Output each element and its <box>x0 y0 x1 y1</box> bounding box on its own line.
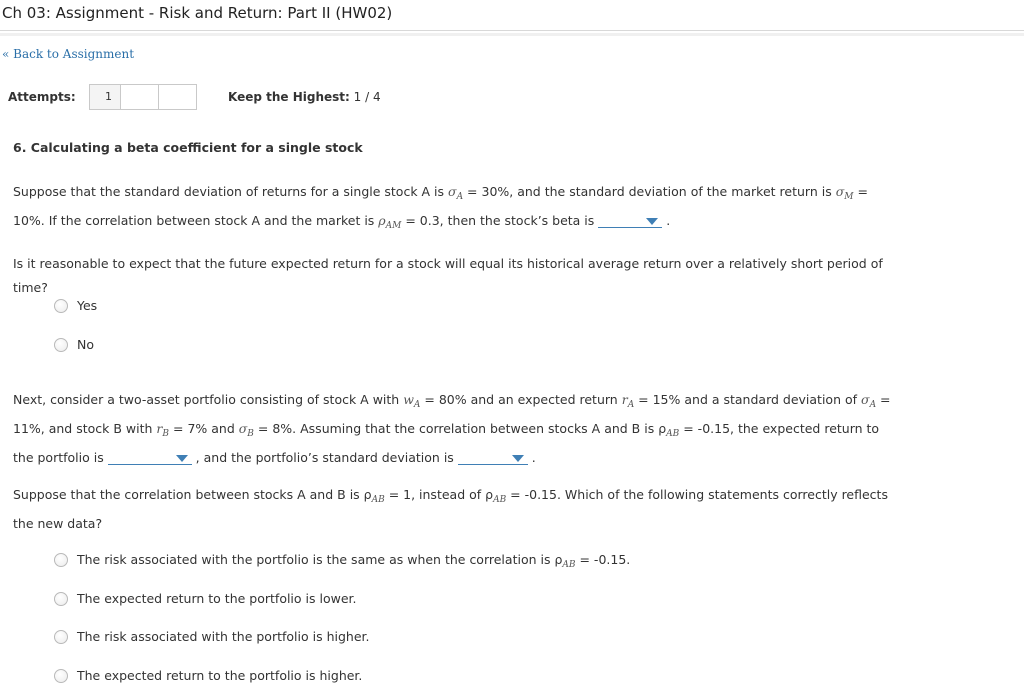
subscript: A <box>869 400 877 410</box>
triangle-down-icon <box>646 218 658 225</box>
question-paragraph-beta <box>13 180 918 238</box>
text: Next, consider a two-asset portfolio consisting of stock A with <box>13 392 404 407</box>
rho-symbol: ρ <box>658 421 667 436</box>
keep-highest-label: Keep the Highest: <box>228 90 350 104</box>
subscript: A <box>627 400 635 410</box>
text: Suppose that the standard deviation of returns for a single stock A is <box>13 184 449 199</box>
radio-label: The risk associated with the portfolio is the same as when the correlation is $\rho_{AB} = -0.15$. <box>77 552 631 570</box>
subscript: AB <box>493 495 507 505</box>
text: 10%. If the correlation between stock A and the market is <box>13 213 379 228</box>
subscript: AB <box>666 429 680 439</box>
text: Suppose that the correlation between stocks A and B is <box>13 487 364 502</box>
rho-symbol: ρ <box>363 487 372 502</box>
question-paragraph-historical: Is it reasonable to expect that the future expected return for a stock will equal its historical average return over a relatively short period of time? <box>13 256 883 295</box>
text: = 8%. Assuming that the correlation between stocks A and B is <box>253 421 659 436</box>
attempt-box-3 <box>158 84 197 110</box>
question-title: 6. Calculating a beta coefficient for a single stock <box>13 140 363 155</box>
attempts-label: Attempts: <box>8 90 76 104</box>
expected-return-dropdown[interactable] <box>108 450 192 465</box>
attempt-box-2 <box>120 84 159 110</box>
radio-label: The expected return to the portfolio is lower. <box>77 591 357 606</box>
text: . <box>527 450 536 465</box>
header-divider <box>0 33 1024 36</box>
text: = -0.15, the expected return to <box>679 421 880 436</box>
text: . <box>662 213 671 228</box>
radio-empty-icon[interactable] <box>54 553 68 567</box>
sigma-symbol: σ <box>448 184 457 199</box>
page-title: Ch 03: Assignment - Risk and Return: Part II (HW02) <box>2 4 393 22</box>
radio-empty-icon[interactable] <box>54 630 68 644</box>
beta-dropdown[interactable] <box>598 213 662 228</box>
return-symbol: r <box>156 421 163 436</box>
triangle-down-icon <box>176 455 188 462</box>
text: the new data? <box>13 516 103 531</box>
rho-symbol: ρ <box>378 213 386 228</box>
text: = <box>876 392 891 407</box>
radio-empty-icon[interactable] <box>54 592 68 606</box>
attempt-box-1: 1 <box>89 84 128 110</box>
radio-label: No <box>77 337 94 352</box>
radio-empty-icon[interactable] <box>54 299 68 313</box>
text: = 1, instead of <box>384 487 486 502</box>
radio-label: Yes <box>77 298 98 313</box>
text: = 0.3, then the stock’s beta is <box>401 213 595 228</box>
radio-empty-icon[interactable] <box>54 338 68 352</box>
text: = 80% and an expected return <box>420 392 622 407</box>
text: = 30%, and the standard deviation of the market return is <box>463 184 836 199</box>
sigma-symbol: σ <box>238 421 248 436</box>
text: the portfolio is <box>13 450 104 465</box>
triangle-down-icon <box>512 455 524 462</box>
keep-highest-value: 1 / 4 <box>353 90 381 104</box>
text: = -0.15. Which of the following statements correctly reflects <box>506 487 888 502</box>
radio-label: The expected return to the portfolio is higher. <box>77 668 363 683</box>
text: = <box>853 184 868 199</box>
sigma-symbol: σ <box>861 392 870 407</box>
sigma-symbol: σ <box>835 184 845 199</box>
weight-symbol: w <box>403 392 414 407</box>
text: = 7% and <box>169 421 239 436</box>
text: 11%, and stock B with <box>13 421 157 436</box>
text: , and the portfolio’s standard deviation is <box>191 450 454 465</box>
subscript: B <box>247 429 254 439</box>
subscript: AB <box>371 495 385 505</box>
radio-label: The risk associated with the portfolio is higher. <box>77 629 370 644</box>
rho-symbol: ρ <box>485 487 494 502</box>
return-symbol: r <box>621 392 628 407</box>
subscript: A <box>456 192 464 202</box>
back-to-assignment-link[interactable]: « Back to Assignment <box>2 47 135 61</box>
question-paragraph-correlation <box>13 483 918 536</box>
subscript: A <box>413 400 421 410</box>
subscript: B <box>162 429 170 439</box>
page-header <box>0 0 1024 31</box>
text: = 15% and a standard deviation of <box>634 392 862 407</box>
question-paragraph-portfolio <box>13 388 918 470</box>
subscript: AM <box>385 221 402 231</box>
std-deviation-dropdown[interactable] <box>458 450 528 465</box>
keep-highest <box>228 90 381 104</box>
subscript: M <box>844 192 854 202</box>
radio-empty-icon[interactable] <box>54 669 68 683</box>
